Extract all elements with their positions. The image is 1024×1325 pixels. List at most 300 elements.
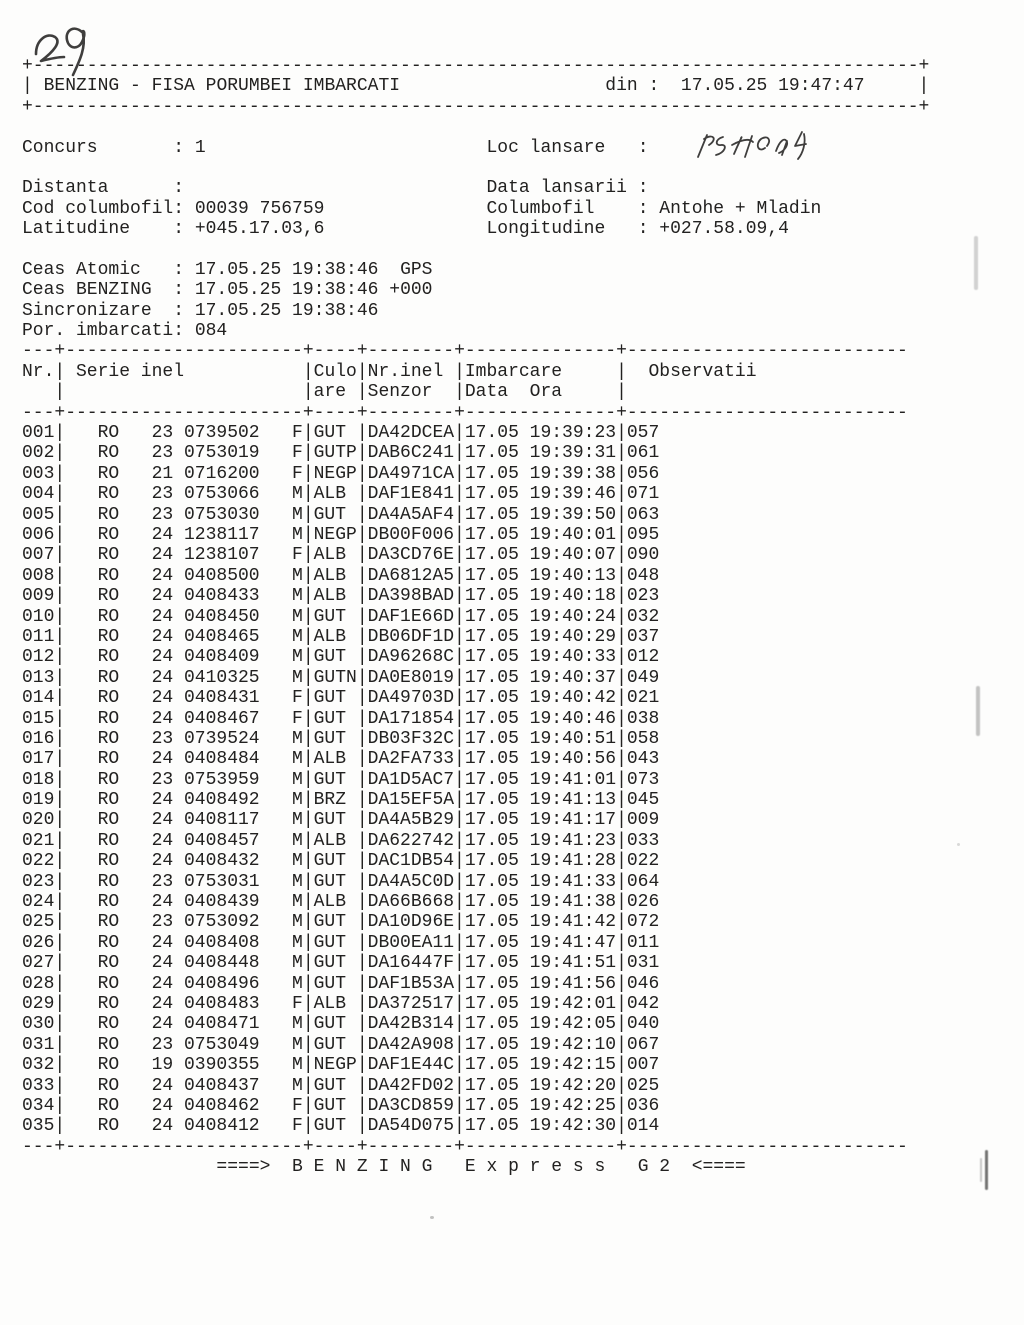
- column-pipe: |: [454, 749, 465, 770]
- table-row: [22, 627, 929, 647]
- serie-country: RO: [97, 524, 120, 545]
- cell-culoare: GUT: [313, 688, 347, 709]
- column-pipe: |: [302, 667, 314, 688]
- table-row: [22, 607, 929, 627]
- serie-ring-number: 0408433: [183, 586, 260, 607]
- serie-year: 24: [151, 688, 174, 709]
- serie-country: RO: [97, 1095, 120, 1116]
- column-pipe: |: [454, 667, 465, 688]
- column-pipe: |: [454, 606, 465, 627]
- cell-serie-inel: [65, 464, 303, 484]
- serie-year: 23: [151, 443, 174, 464]
- cell-culoare: ALB: [313, 830, 347, 851]
- cell-senzor: DAF1E44C: [367, 1055, 455, 1076]
- serie-sex: M: [292, 565, 303, 586]
- cell-serie-inel: [65, 892, 303, 912]
- cell-culoare: GUT: [313, 769, 347, 790]
- cell-imbarcare-data: 17.05: [464, 667, 519, 688]
- field-loc_lansare: [486, 138, 659, 158]
- column-pipe: |: [302, 728, 314, 749]
- column-pipe: |: [302, 993, 314, 1014]
- cell-imbarcare-ora: 19:40:56: [529, 749, 617, 770]
- cell-serie-inel: [65, 443, 303, 463]
- serie-country: RO: [97, 790, 120, 811]
- cell-nr: 020: [22, 810, 55, 831]
- cell-imbarcare-data: 17.05: [464, 790, 519, 811]
- column-pipe: |: [54, 524, 66, 545]
- cell-senzor: DA4971CA: [367, 463, 455, 484]
- serie-ring-number: 0753019: [183, 443, 260, 464]
- column-pipe: |: [54, 810, 66, 831]
- serie-year: 24: [151, 810, 174, 831]
- cell-serie-inel: [65, 770, 303, 790]
- cell-nr: 012: [22, 647, 55, 668]
- cell-culoare: ALB: [313, 586, 347, 607]
- cell-imbarcare-ora: 19:42:10: [529, 1034, 617, 1055]
- clock-value: 17.05.25 19:38:46: [194, 280, 379, 301]
- cell-imbarcare-data: 17.05: [464, 851, 519, 872]
- cell-imbarcare-data: 17.05: [464, 545, 519, 566]
- cell-nr: 001: [22, 423, 55, 444]
- th-senzor: Nr.inel: [367, 361, 444, 382]
- column-pipe: |: [616, 851, 627, 872]
- column-pipe: |: [302, 443, 314, 464]
- serie-year: 24: [151, 606, 174, 627]
- cell-senzor: DAC1DB54: [367, 851, 455, 872]
- cell-nr: 004: [22, 484, 55, 505]
- cell-imbarcare-data: 17.05: [464, 524, 519, 545]
- column-pipe: |: [356, 790, 368, 811]
- cell-culoare: GUTP: [313, 443, 357, 464]
- column-pipe: |: [356, 708, 368, 729]
- table-header-row-2: [22, 382, 929, 402]
- column-pipe: |: [302, 790, 314, 811]
- column-pipe: |: [616, 728, 627, 749]
- table-row: [22, 545, 929, 565]
- th-nr: Nr.: [22, 361, 55, 382]
- cell-imbarcare-data: 17.05: [464, 1075, 519, 1096]
- cell-nr: 010: [22, 606, 55, 627]
- serie-ring-number: 0408471: [183, 1014, 260, 1035]
- cell-culoare: GUT: [313, 423, 347, 444]
- cell-imbarcare-ora: 19:39:46: [529, 484, 617, 505]
- din-label: din :: [605, 76, 660, 97]
- cell-senzor: DA1D5AC7: [367, 769, 455, 790]
- cell-senzor: DA4A5B29: [367, 810, 455, 831]
- serie-ring-number: 0408467: [183, 708, 260, 729]
- column-pipe: |: [616, 973, 627, 994]
- table-row: [22, 831, 929, 851]
- column-pipe: |: [302, 932, 314, 953]
- clock-label: Ceas BENZING: [22, 280, 152, 301]
- column-pipe: |: [54, 667, 66, 688]
- th-senzor-2: Senzor: [367, 382, 433, 403]
- cell-culoare: GUT: [313, 504, 347, 525]
- footer-text: ====> B E N Z I N G E x p r e s s G 2 <====: [216, 1157, 746, 1178]
- serie-ring-number: 0408462: [183, 1095, 260, 1116]
- column-pipe: |: [302, 484, 314, 505]
- fields-row-cod: [22, 199, 929, 219]
- cell-serie-inel: [65, 790, 303, 810]
- table-separator: ---+----------------------+----+--------+--------------+--------------------------: [22, 1136, 908, 1157]
- table-row: [22, 566, 929, 586]
- cell-senzor: DA4A5AF4: [367, 504, 455, 525]
- cell-observatii: 057: [626, 423, 660, 444]
- cell-observatii: 031: [626, 953, 660, 974]
- cell-culoare: NEGP: [313, 524, 357, 545]
- cell-observatii: 037: [626, 626, 660, 647]
- cell-culoare: GUT: [313, 606, 347, 627]
- colon-separator: :: [173, 137, 195, 158]
- cell-imbarcare-ora: 19:42:20: [529, 1075, 617, 1096]
- cell-nr: 027: [22, 953, 55, 974]
- colon-separator: :: [173, 219, 195, 240]
- cell-imbarcare-data: 17.05: [464, 993, 519, 1014]
- th-imbarcare: Imbarcare: [464, 361, 563, 382]
- cell-imbarcare-data: 17.05: [464, 932, 519, 953]
- column-pipe: |: [302, 871, 314, 892]
- serie-ring-number: 0408432: [183, 851, 260, 872]
- column-pipe: |: [302, 382, 314, 403]
- cell-senzor: DAF1E66D: [367, 606, 455, 627]
- cell-nr: 011: [22, 626, 55, 647]
- cell-observatii: 022: [626, 851, 660, 872]
- table-row: [22, 729, 929, 749]
- field-data_lansarii: [486, 178, 659, 198]
- serie-year: 24: [151, 953, 174, 974]
- column-pipe: |: [356, 606, 368, 627]
- cell-observatii: 042: [626, 993, 660, 1014]
- serie-sex: M: [292, 1055, 303, 1076]
- column-pipe: |: [54, 851, 66, 872]
- cell-nr: 002: [22, 443, 55, 464]
- cell-imbarcare-ora: 19:40:29: [529, 626, 617, 647]
- cell-serie-inel: [65, 1116, 303, 1136]
- column-pipe: |: [356, 932, 368, 953]
- cell-culoare: GUT: [313, 953, 347, 974]
- cell-observatii: 038: [626, 708, 660, 729]
- field-label: Loc lansare: [486, 137, 606, 158]
- serie-year: 23: [151, 912, 174, 933]
- serie-country: RO: [97, 606, 120, 627]
- column-pipe: |: [302, 606, 314, 627]
- column-pipe: |: [454, 565, 465, 586]
- cell-nr: 009: [22, 586, 55, 607]
- column-pipe: |: [616, 484, 627, 505]
- serie-year: 24: [151, 851, 174, 872]
- cell-imbarcare-ora: 19:40:46: [529, 708, 617, 729]
- serie-sex: M: [292, 790, 303, 811]
- serie-year: 24: [151, 1116, 174, 1137]
- column-pipe: |: [356, 423, 368, 444]
- cell-imbarcare-ora: 19:41:47: [529, 932, 617, 953]
- colon-separator: :: [637, 219, 660, 240]
- cell-imbarcare-ora: 19:39:38: [529, 463, 617, 484]
- column-pipe: |: [454, 728, 465, 749]
- column-pipe: |: [302, 810, 314, 831]
- serie-country: RO: [97, 1075, 120, 1096]
- cell-senzor: DB00F006: [367, 524, 455, 545]
- serie-sex: M: [292, 1014, 303, 1035]
- cell-imbarcare-ora: 19:42:15: [529, 1055, 617, 1076]
- cell-culoare: GUT: [313, 1116, 347, 1137]
- cell-imbarcare-ora: 19:41:56: [529, 973, 617, 994]
- serie-year: 23: [151, 769, 174, 790]
- report-footer: [22, 1157, 929, 1177]
- serie-sex: M: [292, 932, 303, 953]
- column-pipe: |: [356, 586, 368, 607]
- column-pipe: |: [616, 626, 627, 647]
- serie-sex: F: [292, 688, 303, 709]
- column-pipe: |: [616, 504, 627, 525]
- column-pipe: |: [54, 606, 66, 627]
- serie-ring-number: 0753030: [183, 504, 260, 525]
- cell-senzor: DA6812A5: [367, 565, 455, 586]
- table-row: [22, 872, 929, 892]
- cell-serie-inel: [65, 709, 303, 729]
- scan-artifact: [980, 1158, 982, 1182]
- cell-nr: 025: [22, 912, 55, 933]
- column-pipe: |: [54, 688, 66, 709]
- column-pipe: |: [454, 443, 465, 464]
- cell-culoare: GUT: [313, 932, 347, 953]
- column-pipe: |: [302, 1055, 314, 1076]
- serie-country: RO: [97, 443, 120, 464]
- cell-imbarcare-ora: 19:42:05: [529, 1014, 617, 1035]
- serie-year: 21: [151, 463, 174, 484]
- column-pipe: |: [356, 443, 368, 464]
- field-distanta: [22, 178, 486, 198]
- serie-ring-number: 0753092: [183, 912, 260, 933]
- cell-serie-inel: [65, 1014, 303, 1034]
- box-border-bottom: +----------------------------------------------------------------------------------+: [22, 96, 930, 117]
- serie-year: 23: [151, 1034, 174, 1055]
- cell-imbarcare-data: 17.05: [464, 728, 519, 749]
- column-pipe: |: [356, 626, 368, 647]
- table-row: [22, 1055, 929, 1075]
- field-longitudine: [486, 219, 788, 239]
- scan-artifact: [985, 1150, 988, 1190]
- column-pipe: |: [616, 361, 627, 382]
- cell-senzor: DA0E8019: [367, 667, 455, 688]
- cell-culoare: GUT: [313, 1034, 347, 1055]
- column-pipe: |: [302, 626, 314, 647]
- column-pipe: |: [54, 790, 66, 811]
- column-pipe: |: [616, 1034, 627, 1055]
- column-pipe: |: [302, 688, 314, 709]
- cell-observatii: 033: [626, 830, 660, 851]
- serie-sex: M: [292, 769, 303, 790]
- serie-year: 24: [151, 1075, 174, 1096]
- column-pipe: |: [356, 1014, 368, 1035]
- cell-imbarcare-data: 17.05: [464, 423, 519, 444]
- column-pipe: |: [454, 993, 465, 1014]
- column-pipe: |: [356, 688, 368, 709]
- field-label: Distanta: [22, 178, 109, 199]
- column-pipe: |: [454, 830, 465, 851]
- serie-country: RO: [97, 1014, 120, 1035]
- serie-country: RO: [97, 688, 120, 709]
- column-pipe: |: [302, 586, 314, 607]
- fields-row-distanta: [22, 178, 929, 198]
- column-pipe: |: [616, 565, 627, 586]
- scan-artifact: [430, 1216, 434, 1219]
- column-pipe: |: [54, 912, 66, 933]
- cell-imbarcare-ora: 19:42:25: [529, 1095, 617, 1116]
- serie-year: 24: [151, 892, 174, 913]
- cell-senzor: DB06DF1D: [367, 626, 455, 647]
- column-pipe: |: [454, 1014, 465, 1035]
- serie-ring-number: 0408439: [183, 892, 260, 913]
- cell-senzor: DAF1E841: [367, 484, 455, 505]
- serie-year: 23: [151, 871, 174, 892]
- column-pipe: |: [54, 1055, 66, 1076]
- clock-label: Sincronizare: [22, 300, 152, 321]
- serie-sex: M: [292, 728, 303, 749]
- cell-nr: 017: [22, 749, 55, 770]
- cell-serie-inel: [65, 566, 303, 586]
- clock-row-ceas_benzing: [22, 280, 929, 300]
- cell-observatii: 067: [626, 1034, 660, 1055]
- column-pipe: |: [454, 463, 465, 484]
- clock-value: 17.05.25 19:38:46: [194, 259, 379, 280]
- serie-country: RO: [97, 1116, 120, 1137]
- field-value: Antohe + Mladin: [659, 198, 822, 219]
- clock-row-por_imbarcati: [22, 321, 929, 341]
- cell-senzor: DB03F32C: [367, 728, 455, 749]
- colon-separator: :: [173, 280, 195, 301]
- column-pipe: |: [616, 463, 627, 484]
- cell-imbarcare-ora: 19:41:38: [529, 892, 617, 913]
- column-pipe: |: [616, 606, 627, 627]
- column-pipe: |: [454, 851, 465, 872]
- column-pipe: |: [356, 484, 368, 505]
- clock-row-ceas_atomic: [22, 260, 929, 280]
- cell-imbarcare-ora: 19:41:28: [529, 851, 617, 872]
- serie-ring-number: 0390355: [183, 1055, 260, 1076]
- cell-nr: 021: [22, 830, 55, 851]
- cell-imbarcare-ora: 19:40:07: [529, 545, 617, 566]
- cell-observatii: 071: [626, 484, 660, 505]
- serie-ring-number: 0408484: [183, 749, 260, 770]
- column-pipe: |: [22, 76, 33, 97]
- cell-imbarcare-data: 17.05: [464, 871, 519, 892]
- field-label: Concurs: [22, 137, 98, 158]
- serie-sex: M: [292, 973, 303, 994]
- column-pipe: |: [302, 545, 314, 566]
- cell-serie-inel: [65, 505, 303, 525]
- column-pipe: |: [302, 423, 314, 444]
- column-pipe: |: [356, 504, 368, 525]
- cell-serie-inel: [65, 423, 303, 443]
- cell-serie-inel: [65, 1076, 303, 1096]
- table-row: [22, 749, 929, 769]
- column-pipe: |: [616, 1055, 627, 1076]
- column-pipe: |: [454, 810, 465, 831]
- cell-culoare: GUT: [313, 728, 347, 749]
- cell-serie-inel: [65, 586, 303, 606]
- colon-separator: :: [637, 198, 660, 219]
- cell-imbarcare-ora: 19:40:13: [529, 565, 617, 586]
- serie-ring-number: 0753959: [183, 769, 260, 790]
- column-pipe: |: [54, 443, 66, 464]
- table-row: [22, 464, 929, 484]
- cell-culoare: GUT: [313, 1014, 347, 1035]
- cell-imbarcare-ora: 19:41:23: [529, 830, 617, 851]
- column-pipe: |: [54, 463, 66, 484]
- cell-serie-inel: [65, 912, 303, 932]
- cell-observatii: 040: [626, 1014, 660, 1035]
- column-pipe: |: [616, 1116, 627, 1137]
- cell-observatii: 021: [626, 688, 660, 709]
- field-value: 00039 756759: [194, 198, 325, 219]
- serie-sex: M: [292, 871, 303, 892]
- column-pipe: |: [54, 565, 66, 586]
- table-row: [22, 953, 929, 973]
- cell-imbarcare-ora: 19:40:37: [529, 667, 617, 688]
- serie-ring-number: 0716200: [183, 463, 260, 484]
- serie-sex: M: [292, 892, 303, 913]
- serie-ring-number: 0408412: [183, 1116, 260, 1137]
- column-pipe: |: [302, 647, 314, 668]
- serie-sex: M: [292, 626, 303, 647]
- serie-country: RO: [97, 565, 120, 586]
- cell-senzor: DA4A5C0D: [367, 871, 455, 892]
- cell-senzor: DA372517: [367, 993, 455, 1014]
- serie-year: 24: [151, 565, 174, 586]
- cell-senzor: DA3CD859: [367, 1095, 455, 1116]
- colon-separator: :: [637, 137, 660, 158]
- column-pipe: |: [302, 830, 314, 851]
- cell-imbarcare-data: 17.05: [464, 1116, 519, 1137]
- cell-culoare: GUT: [313, 647, 347, 668]
- cell-observatii: 063: [626, 504, 660, 525]
- report-header: [22, 76, 929, 96]
- cell-nr: 034: [22, 1095, 55, 1116]
- cell-imbarcare-ora: 19:42:01: [529, 993, 617, 1014]
- serie-year: 24: [151, 545, 174, 566]
- cell-senzor: DA54D075: [367, 1116, 455, 1137]
- cell-imbarcare-ora: 19:41:33: [529, 871, 617, 892]
- table-row: [22, 525, 929, 545]
- cell-senzor: DA49703D: [367, 688, 455, 709]
- cell-nr: 028: [22, 973, 55, 994]
- colon-separator: :: [173, 178, 195, 199]
- column-pipe: |: [454, 647, 465, 668]
- scan-artifact: [957, 843, 960, 846]
- colon-separator: :: [173, 198, 195, 219]
- cell-nr: 015: [22, 708, 55, 729]
- cell-serie-inel: [65, 729, 303, 749]
- column-pipe: |: [302, 1014, 314, 1035]
- serie-sex: F: [292, 423, 303, 444]
- column-pipe: |: [54, 423, 66, 444]
- column-pipe: |: [356, 361, 368, 382]
- cell-senzor: DA42FD02: [367, 1075, 455, 1096]
- column-pipe: |: [302, 463, 314, 484]
- serie-year: 24: [151, 830, 174, 851]
- serie-year: 24: [151, 708, 174, 729]
- colon-separator: :: [173, 300, 195, 321]
- column-pipe: |: [616, 1095, 627, 1116]
- cell-culoare: GUT: [313, 810, 347, 831]
- column-pipe: |: [54, 484, 66, 505]
- serie-year: 24: [151, 647, 174, 668]
- column-pipe: |: [302, 912, 314, 933]
- cell-observatii: 090: [626, 545, 660, 566]
- serie-country: RO: [97, 708, 120, 729]
- table-row: [22, 443, 929, 463]
